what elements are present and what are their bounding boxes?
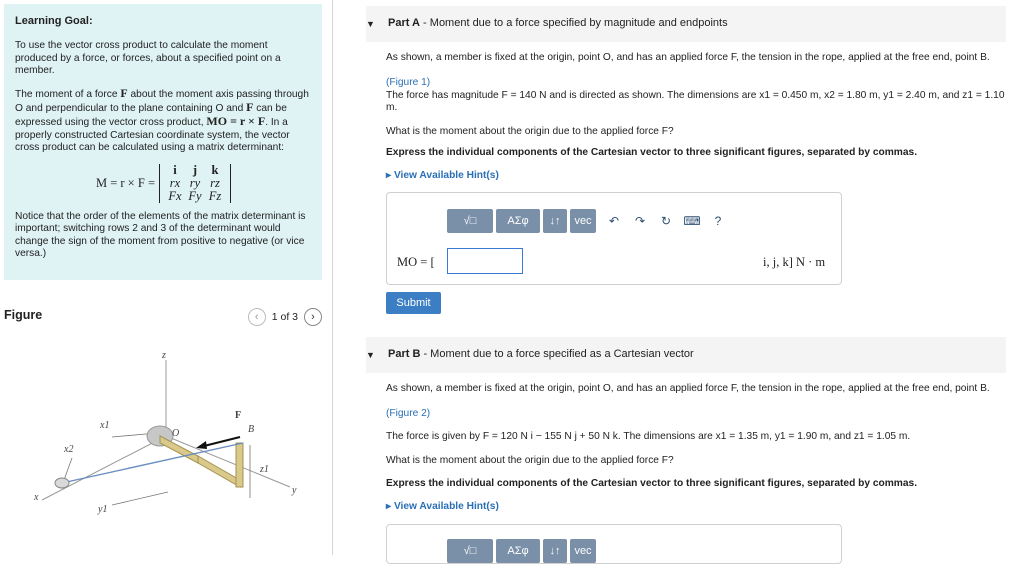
label-y: y <box>292 485 297 496</box>
part-b-instruction: Express the individual components of the Cartesian vector to three significant figures, separated by commas. <box>386 478 918 489</box>
answer-input[interactable] <box>447 248 523 274</box>
subscript-button[interactable]: ↓↑ <box>543 539 567 563</box>
goal-paragraph-3: Notice that the order of the elements of the matrix determinant is important; switching rows 2 and 3 of the determinant would change the sign of the moment from positive to negative (or vice versa.) <box>15 210 306 260</box>
learning-goal-box <box>4 4 322 280</box>
reset-icon[interactable]: ↻ <box>660 214 672 228</box>
vector-button[interactable]: vec <box>570 209 596 233</box>
part-a-given: The force has magnitude F = 140 N and is directed as shown. The dimensions are x1 = 0.450 m, x2 = 1.80 m, y1 = 2.40 m, and z1 = 1.10 m. <box>386 90 1005 114</box>
figure-title: Figure <box>4 308 43 322</box>
member-post <box>236 443 243 487</box>
part-a-instruction: Express the individual components of the Cartesian vector to three significant figures, separated by commas. <box>386 147 918 158</box>
label-x1: x1 <box>100 420 110 431</box>
answer-unit: i, j, k] N · m <box>763 255 826 269</box>
figure-header <box>4 300 322 336</box>
rope <box>62 443 243 483</box>
templates-button[interactable]: √□ <box>447 539 493 563</box>
symbols-button[interactable]: ΑΣφ <box>496 209 540 233</box>
force-arrowhead <box>196 441 207 449</box>
anchor-point <box>55 478 69 488</box>
label-O: O <box>172 428 180 439</box>
prev-figure-button[interactable]: ‹ <box>248 308 266 326</box>
help-icon[interactable]: ? <box>714 214 722 228</box>
part-a-label: Part A <box>388 17 420 29</box>
next-figure-button[interactable]: › <box>304 308 322 326</box>
figure-1-link[interactable]: (Figure 1) <box>386 77 431 88</box>
vector-button[interactable]: vec <box>570 539 596 563</box>
member-arm-1 <box>160 436 198 463</box>
part-a-description: As shown, a member is fixed at the origin, point O, and has an applied force F, the tension in the rope, applied at the free end, point B. <box>386 52 990 63</box>
moment-formula: MO = r × F <box>206 114 266 129</box>
figure-pager <box>248 308 322 326</box>
math-toolbar <box>447 209 729 233</box>
symbols-button[interactable]: ΑΣφ <box>496 539 540 563</box>
collapse-triangle-icon[interactable]: ▼ <box>366 19 375 29</box>
label-F: F <box>235 410 242 421</box>
figure-diagram <box>0 340 330 555</box>
figure-page-indicator: 1 of 3 <box>271 311 298 323</box>
part-a-title: - Moment due to a force specified by magnitude and endpoints <box>420 17 728 29</box>
part-b-answer-box <box>386 524 842 564</box>
determinant-matrix: i j k rx ry rz Fx Fy Fz <box>159 164 231 203</box>
label-z1: z1 <box>260 464 269 475</box>
figure-2-link[interactable]: (Figure 2) <box>386 408 431 419</box>
label-x2: x2 <box>64 444 74 455</box>
submit-button[interactable]: Submit <box>386 292 441 314</box>
part-b-given: The force is given by F = 120 N i − 155 N j + 50 N k. The dimensions are x1 = 1.35 m, y1 = 1.90 m, and z1 = 1.05 m. <box>386 431 911 442</box>
y1-dimension <box>112 492 168 505</box>
part-b-hint-link[interactable]: ▸ View Available Hint(s) <box>386 501 499 512</box>
keyboard-icon[interactable]: ⌨ <box>683 214 701 228</box>
determinant-formula: M = r × F = i j k rx ry rz Fx Fy Fz <box>15 164 312 203</box>
part-b-description: As shown, a member is fixed at the origin, point O, and has an applied force F, the tension in the rope, applied at the free end, point B. <box>386 383 990 394</box>
part-a-hint-link[interactable]: ▸ View Available Hint(s) <box>386 170 499 181</box>
goal-paragraph-2: The moment of a force F about the moment axis passing through O and perpendicular to the plane containing O and F can be expressed using the vector cross product, MO = r × F. In a properly constructed Cartesian coordinate system, the vector cross product can be calculated using a matrix determinant: <box>15 85 309 154</box>
part-a-answer-box <box>386 192 842 285</box>
part-b-label: Part B <box>388 348 421 360</box>
collapse-triangle-icon[interactable]: ▼ <box>366 350 375 360</box>
right-panel <box>366 0 1024 555</box>
answer-label: MO = [ <box>397 255 435 269</box>
goal-paragraph-1: To use the vector cross product to calculate the moment produced by a force, or forces, about a specified point on a member. <box>15 40 281 77</box>
part-b-question: What is the moment about the origin due to the applied force F? <box>386 455 674 466</box>
left-panel <box>0 0 333 555</box>
redo-icon[interactable]: ↷ <box>634 214 646 228</box>
subscript-button[interactable]: ↓↑ <box>543 209 567 233</box>
label-y1: y1 <box>98 504 108 515</box>
undo-icon[interactable]: ↶ <box>608 214 620 228</box>
part-a-question: What is the moment about the origin due to the applied force F? <box>386 126 674 137</box>
part-b-title: - Moment due to a force specified as a Cartesian vector <box>420 348 694 360</box>
part-b-header[interactable] <box>366 337 1006 373</box>
label-x: x <box>34 492 39 503</box>
label-z: z <box>162 350 166 361</box>
member-arm-2 <box>198 456 240 487</box>
label-B: B <box>248 424 255 435</box>
learning-goal-title: Learning Goal: <box>15 15 93 27</box>
math-toolbar-b <box>447 539 599 563</box>
x2-dimension <box>64 458 72 480</box>
part-a-header[interactable] <box>366 6 1006 42</box>
templates-button[interactable]: √□ <box>447 209 493 233</box>
x-axis <box>42 436 166 500</box>
